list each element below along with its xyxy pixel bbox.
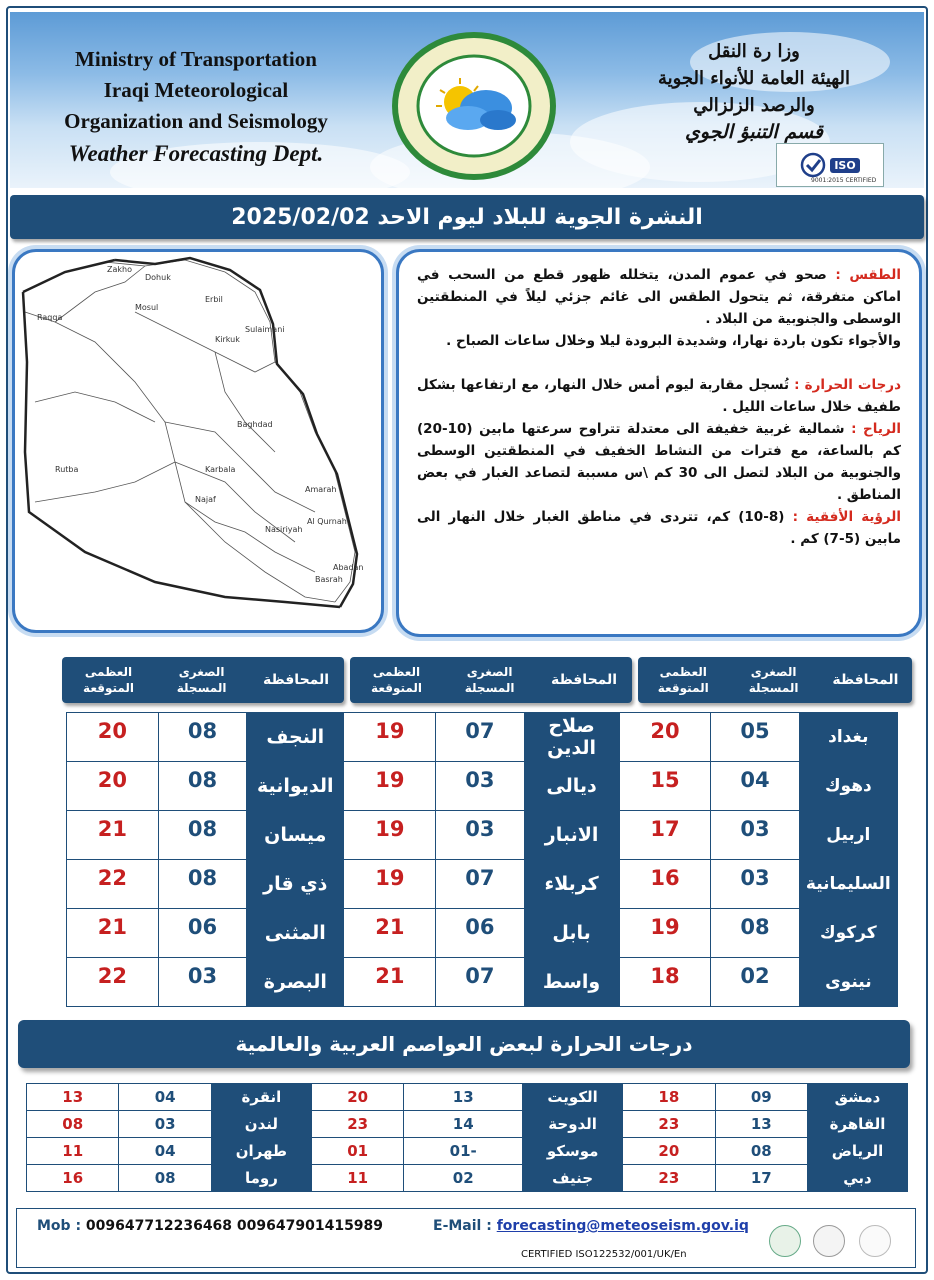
capital-name: جنيف [523,1165,623,1192]
certification-text: CERTIFIED ISO122532/001/UK/En [521,1249,687,1260]
table-row [67,811,898,860]
capital-max: 08 [27,1111,119,1138]
province-name: البصرة [247,958,344,1007]
province-max: 20 [619,713,711,762]
province-name: بغداد [799,713,897,762]
capital-max: 11 [27,1138,119,1165]
header-min-label: الصغرى المسجلة [748,665,799,695]
province-name: الانبار [524,811,619,860]
map-label-najaf: Najaf [195,495,216,504]
capital-name: الدوحة [523,1111,623,1138]
capital-name: روما [211,1165,311,1192]
forecast-weather [417,264,901,330]
header-min-label: الصغرى المسجلة [176,665,227,695]
check-circle-icon [800,152,826,178]
capital-max: 23 [623,1165,715,1192]
province-max: 21 [344,958,436,1007]
capital-max: 01 [311,1138,403,1165]
province-min: 08 [158,762,246,811]
header-province-label: المحافظة [551,672,618,688]
capital-min: -01 [404,1138,523,1165]
map-label-erbil: Erbil [205,295,223,304]
forecast-visibility-text: (8-10) كم، تتردى في مناطق الغبار خلال النهار الى مابين (5-7) كم . [417,509,901,547]
province-max: 19 [344,811,436,860]
bulletin-title-bar [10,195,924,239]
en-dept: Weather Forecasting Dept. [68,141,324,166]
province-min: 05 [711,713,799,762]
capital-max: 20 [623,1138,715,1165]
contact-footer [16,1208,916,1268]
province-temperatures-table [66,712,898,1007]
province-min: 03 [158,958,246,1007]
header-max-label: العظمى المتوقعة [83,665,135,695]
table-row [27,1138,908,1165]
map-label-nasiriyah: Nasiriyah [265,525,303,534]
table-row [27,1084,908,1111]
capital-name: انقرة [211,1084,311,1111]
table-row [67,909,898,958]
province-max: 21 [67,909,159,958]
mobile-label: Mob : [37,1218,86,1234]
capital-max: 23 [311,1111,403,1138]
capital-max: 23 [623,1111,715,1138]
header-min-label: الصغرى المسجلة [464,665,515,695]
province-min: 08 [158,713,246,762]
footer-org-icon [859,1225,891,1257]
province-max: 19 [344,762,436,811]
province-header-2 [350,657,632,703]
forecast-temperature-text: تُسجل مقاربة ليوم أمس خلال النهار، مع ارتفاعها بشكل طفيف خلال ساعات الليل . [417,377,901,415]
capital-name: لندن [211,1111,311,1138]
footer-cert-icon [813,1225,845,1257]
capital-max: 13 [27,1084,119,1111]
forecast-visibility-label: الرؤية الأفقية : [792,509,901,525]
forecast-winds [417,418,901,506]
province-max: 17 [619,811,711,860]
map-label-dohuk: Dohuk [145,273,171,282]
province-min: 08 [711,909,799,958]
map-label-kirkuk: Kirkuk [215,335,240,344]
province-min: 03 [711,811,799,860]
email-label: E-Mail : [433,1218,497,1234]
capital-name: دبي [808,1165,908,1192]
capital-min: 08 [715,1138,807,1165]
en-line-org1: Iraqi Meteorological [103,78,289,102]
forecast-atmosphere [417,330,901,352]
capital-min: 13 [715,1111,807,1138]
capital-min: 14 [404,1111,523,1138]
province-name: نينوى [799,958,897,1007]
map-label-amarah: Amarah [305,485,337,494]
province-header-1 [638,657,912,703]
province-name: السليمانية [799,860,897,909]
capital-max: 18 [623,1084,715,1111]
map-label-raqqa: Raqqa [37,313,63,322]
province-max: 20 [67,713,159,762]
forecast-temperature-label: درجات الحرارة : [794,377,902,393]
province-name: ميسان [247,811,344,860]
map-label-karbala: Karbala [205,465,236,474]
province-max: 22 [67,860,159,909]
province-max: 21 [344,909,436,958]
province-name: النجف [247,713,344,762]
province-min: 07 [436,958,524,1007]
table-row [67,958,898,1007]
english-org-name [10,44,382,170]
map-label-baghdad: Baghdad [237,420,273,429]
province-name: اربيل [799,811,897,860]
map-label-zakho: Zakho [107,265,132,274]
province-min: 08 [158,860,246,909]
ar-line-ministry: وزا رة النقل [708,41,800,62]
capital-max: 20 [311,1084,403,1111]
forecast-text-box [396,249,922,637]
map-label-abadan: Abadan [333,563,364,572]
province-max: 21 [67,811,159,860]
province-name: صلاح الدين [524,713,619,762]
capital-min: 09 [715,1084,807,1111]
province-max: 16 [619,860,711,909]
capital-max: 16 [27,1165,119,1192]
province-name: الديوانية [247,762,344,811]
map-label-al-qurnah: Al Qurnah [307,517,347,526]
map-label-mosul: Mosul [135,303,159,312]
capital-min: 13 [404,1084,523,1111]
table-row [27,1165,908,1192]
header-province-label: المحافظة [263,672,330,688]
province-max: 20 [67,762,159,811]
ar-line-org1: الهيئة العامة للأنواء الجوية [657,68,851,89]
province-min: 07 [436,860,524,909]
province-min: 02 [711,958,799,1007]
iso-sub: 9001:2015 CERTIFIED [811,177,877,184]
province-min: 07 [436,713,524,762]
capital-min: 04 [119,1138,211,1165]
province-min: 06 [158,909,246,958]
capital-max: 11 [311,1165,403,1192]
iso-label: ISO [830,158,859,173]
capital-name: الرياض [808,1138,908,1165]
province-name: ديالى [524,762,619,811]
capital-name: دمشق [808,1084,908,1111]
map-label-sulaimani: Sulaimani [245,325,285,334]
province-min: 08 [158,811,246,860]
province-max: 15 [619,762,711,811]
province-name: المثنى [247,909,344,958]
table-row [67,713,898,762]
capital-name: طهران [211,1138,311,1165]
forecast-temperature [417,374,901,418]
forecast-weather-text: صحو في عموم المدن، يتخلله ظهور قطع من السحب في اماكن متفرقة، ثم يتحول الطقس الى غائم جزئي ليلاً في المنطقتين الوسطى والجنوبية من البلاد . [417,267,901,327]
map-label-basrah: Basrah [315,575,343,584]
province-header-3 [62,657,344,703]
province-min: 03 [436,762,524,811]
province-max: 19 [619,909,711,958]
iraq-map [12,249,384,633]
capital-name: الكويت [523,1084,623,1111]
header-max-label: العظمى المتوقعة [657,665,709,695]
arabic-org-name [624,38,884,146]
footer-seal-icon [769,1225,801,1257]
capitals-temperatures-table [26,1083,908,1192]
province-name: كربلاء [524,860,619,909]
province-max: 22 [67,958,159,1007]
header-province-label: المحافظة [832,672,899,688]
province-name: كركوك [799,909,897,958]
header-max-label: العظمى المتوقعة [371,665,423,695]
forecast-visibility [417,506,901,550]
province-max: 19 [344,713,436,762]
mobile-numbers: 009647712236468 009647901415989 [85,1218,384,1234]
table-row [67,762,898,811]
capital-min: 03 [119,1111,211,1138]
capital-name: القاهرة [808,1111,908,1138]
email-link[interactable]: forecasting@meteoseism.gov.iq [496,1218,749,1234]
table-row [27,1111,908,1138]
forecast-weather-label: الطقس : [835,267,901,283]
meteorology-logo [388,28,560,184]
capital-min: 17 [715,1165,807,1192]
province-min: 03 [711,860,799,909]
forecast-atmosphere-text: والأجواء تكون باردة نهارا، وشديدة البرودة ليلا وخلال ساعات الصباح . [446,333,901,349]
province-max: 18 [619,958,711,1007]
province-name: واسط [524,958,619,1007]
capital-min: 02 [404,1165,523,1192]
capitals-title-bar [18,1020,910,1068]
iraq-map-drawing [15,252,381,630]
province-min: 04 [711,762,799,811]
forecast-winds-text: شمالية غربية خفيفة الى معتدلة تتراوح سرعتها مابين (10-20) كم بالساعة، مع فترات من النشاط الخفيف في المنطقتين الوسطى والجنوبية من البلاد لتصل الى 30 كم \س مسببة لتصاعد الغبار في بعض المناطق . [417,421,901,503]
province-min: 06 [436,909,524,958]
en-line-org2: Organization and Seismology [64,109,328,133]
forecast-winds-label: الرياح : [851,421,902,437]
iso-certification-badge [776,143,884,187]
ar-line-org2: والرصد الزلزالي [693,95,815,116]
province-name: دهوك [799,762,897,811]
en-line-ministry: Ministry of Transportation [75,47,317,71]
province-min: 03 [436,811,524,860]
province-name: ذي قار [247,860,344,909]
ar-dept: قسم التنبؤ الجوي [684,121,823,143]
capital-min: 04 [119,1084,211,1111]
bulletin-title: النشرة الجوية للبلاد ليوم الاحد 2025/02/02 [231,204,703,230]
email-contact [433,1218,749,1234]
province-max: 19 [344,860,436,909]
capitals-title: درجات الحرارة لبعض العواصم العربية والعالمية [235,1032,693,1056]
capital-min: 08 [119,1165,211,1192]
map-label-rutba: Rutba [55,465,79,474]
province-name: بابل [524,909,619,958]
mobile-contact [37,1218,383,1234]
capital-name: موسكو [523,1138,623,1165]
table-row [67,860,898,909]
